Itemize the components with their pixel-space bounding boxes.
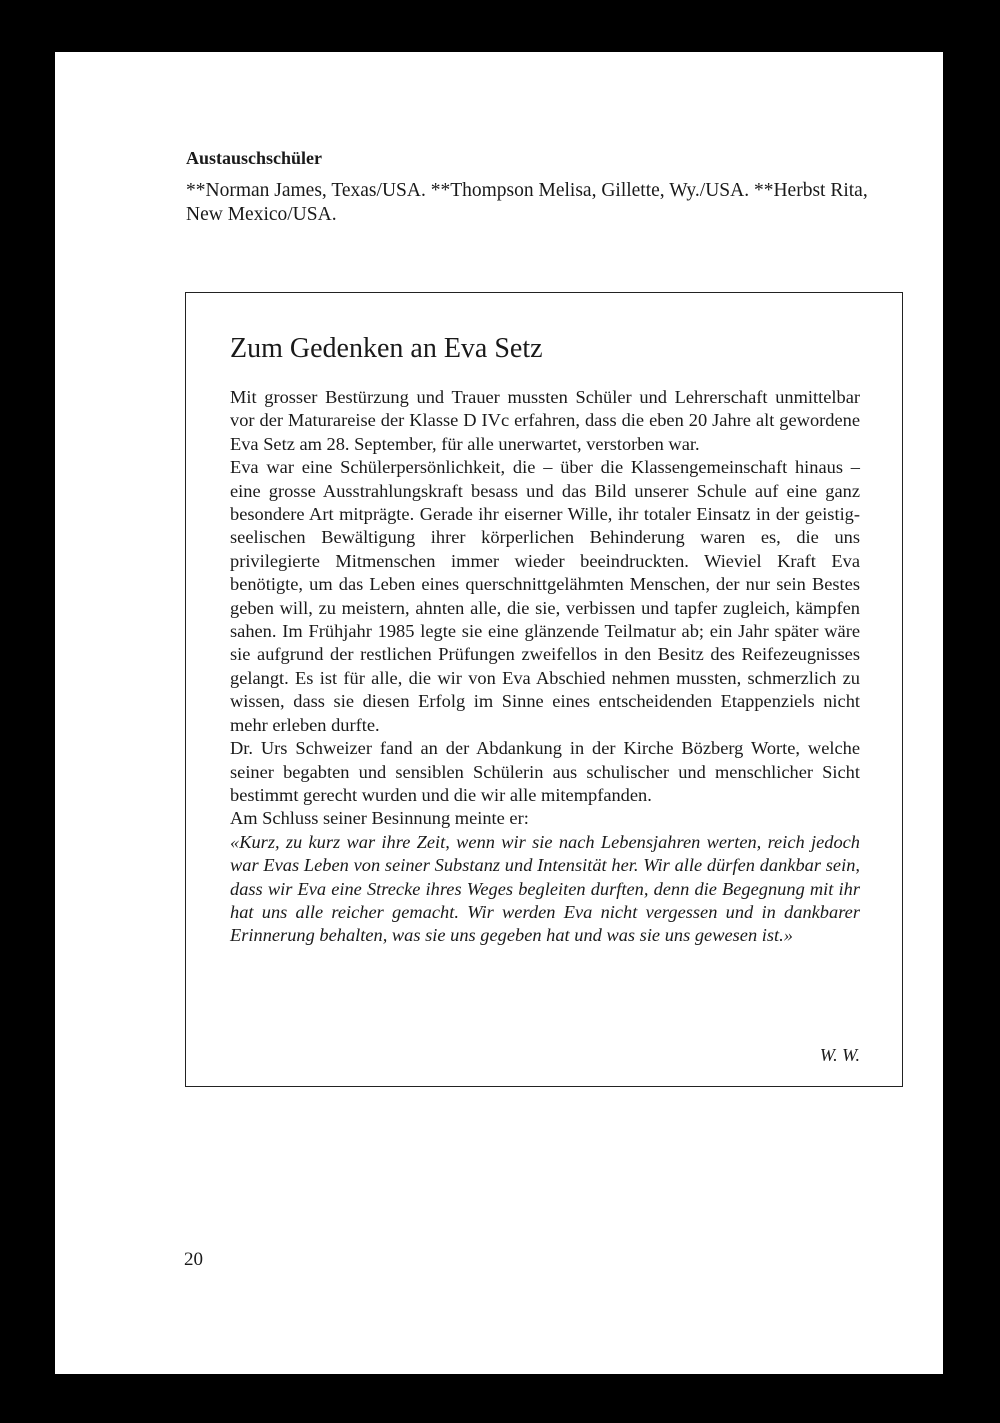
memorial-title: Zum Gedenken an Eva Setz — [230, 333, 543, 364]
memorial-box — [185, 292, 903, 1087]
exchange-students-heading: Austauschschüler — [186, 148, 323, 168]
memorial-paragraph-1: Mit grosser Bestürzung und Trauer mussten Schüler und Lehrerschaft unmittelbar vor der Maturareise der Klasse D IVc erfahren, dass die eben 20 Jahre alt gewordene Eva Setz am 28. September, für alle unerwartet, verstorben war. — [230, 387, 860, 454]
memorial-paragraph-3: Dr. Urs Schweizer fand an der Abdankung in der Kirche Bözberg Worte, welche seiner begabten und sensiblen Schülerin aus schulischer und menschlicher Sicht bestimmt gerecht wurden und die wir alle mitempfanden. — [230, 738, 860, 805]
memorial-quote: «Kurz, zu kurz war ihre Zeit, wenn wir sie nach Lebensjahren werten, reich jedoch war Evas Leben von seiner Substanz und Intensität her. Wir alle dürfen dankbar sein, dass wir Eva eine Strecke ihres Weges begleiten durften, denn die Begegnung mit ihr hat uns alle reicher gemacht. Wir werden Eva nicht vergessen und in dankbarer Erinnerung behalten, was sie uns gegeben hat und was sie uns gewesen ist.» — [230, 831, 860, 946]
memorial-paragraph-4: Am Schluss seiner Besinnung meinte er: — [230, 808, 529, 829]
memorial-paragraph-2: Eva war eine Schülerpersönlichkeit, die – über die Klassengemeinschaft hinaus – eine grosse Ausstrahlungskraft besass und das Bild unserer Schule auf eine ganz besondere Art mitprägte. Gerade ihr eiserner Wille, ihr totaler Einsatz in der geistig-seelischen Bewältigung ihrer körperlichen Behinderung waren es, die uns privilegierte Mitmenschen immer wieder beeindruckten. Wieviel Kraft Eva benötigte, um das Leben eines querschnittgelähmten Menschen, der nur sein Bestes geben will, zu meistern, ahnten alle, die sie, verbissen und tapfer zugleich, kämpfen sahen. Im Frühjahr 1985 legte sie eine glänzende Teilmatur ab; ein Jahr später wäre sie aufgrund der restlichen Prüfungen zweifellos in den Besitz des Reifezeugnisses gelangt. Es ist für alle, die wir von Eva Abschied nehmen mussten, schmerzlich zu wissen, dass sie diesen Erfolg im Sinne eines entscheidenden Etappenziels nicht mehr erleben durfte. — [230, 457, 860, 735]
memorial-body — [230, 386, 860, 948]
memorial-signature: W. W. — [819, 1045, 860, 1065]
page-number: 20 — [184, 1249, 203, 1270]
exchange-students-list: **Norman James, Texas/USA. **Thompson Melisa, Gillette, Wy./USA. **Herbst Rita, New Mexico/USA. — [186, 180, 868, 225]
document-page — [55, 52, 943, 1374]
